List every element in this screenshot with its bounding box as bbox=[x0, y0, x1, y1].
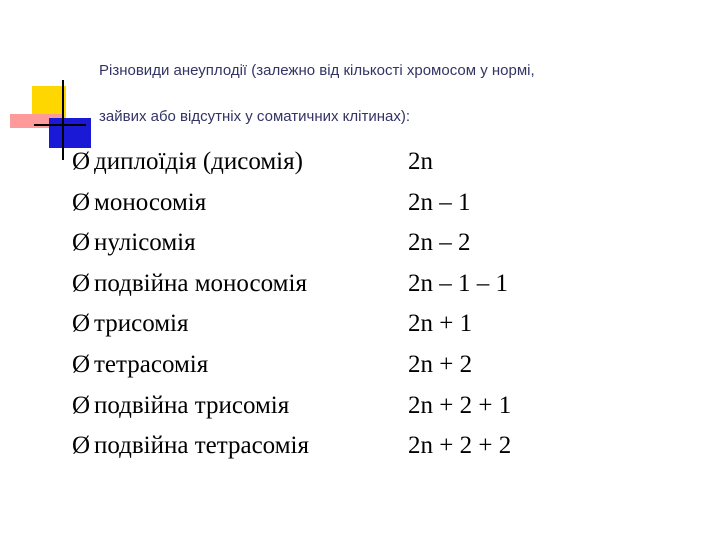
list-item-formula: 2n – 1 bbox=[408, 188, 471, 216]
list-item-formula: 2n + 2 + 1 bbox=[408, 391, 512, 419]
list-item bbox=[72, 388, 632, 429]
list-item-formula: 2n bbox=[408, 148, 433, 175]
list-item-formula: 2n – 2 bbox=[408, 229, 471, 257]
list-item bbox=[72, 266, 632, 307]
list-item-term: моносомія bbox=[94, 188, 207, 216]
list-item-formula: 2n + 2 + 2 bbox=[408, 432, 512, 460]
arrowhead-bullet-icon: Ø bbox=[72, 350, 91, 378]
slide-title bbox=[99, 48, 709, 140]
arrowhead-bullet-icon: Ø bbox=[72, 391, 91, 419]
list-item-term: трисомія bbox=[94, 310, 189, 338]
arrowhead-bullet-icon: Ø bbox=[72, 148, 91, 175]
list-item-formula: 2n + 1 bbox=[408, 310, 473, 338]
list-item-term: подвійна тетрасомія bbox=[94, 432, 309, 460]
list-item-term: тетрасомія bbox=[94, 350, 209, 378]
decor-vertical-line bbox=[62, 80, 64, 160]
list-item bbox=[72, 428, 632, 469]
title-line-1: Різновиди анеуплодії (залежно від кількості хромосом у нормі, bbox=[99, 62, 535, 79]
arrowhead-bullet-icon: Ø bbox=[72, 310, 91, 338]
list-item-term: диплоїдія (дисомія) bbox=[94, 148, 303, 175]
arrowhead-bullet-icon: Ø bbox=[72, 432, 91, 460]
title-line-2: зайвих або відсутніх у соматичних клітинах): bbox=[99, 108, 411, 125]
list-item-formula: 2n – 1 – 1 bbox=[408, 269, 508, 297]
list-item-term: нулісомія bbox=[94, 229, 196, 257]
list-item-formula: 2n + 2 bbox=[408, 350, 473, 378]
list-item-term: подвійна моносомія bbox=[94, 269, 307, 297]
list-item bbox=[72, 306, 632, 347]
list-item bbox=[72, 144, 632, 185]
list-item-term: подвійна трисомія bbox=[94, 391, 290, 419]
list-item bbox=[72, 185, 632, 226]
aneuploidy-list bbox=[72, 144, 632, 469]
list-item bbox=[72, 225, 632, 266]
decor-horizontal-line bbox=[34, 124, 86, 126]
arrowhead-bullet-icon: Ø bbox=[72, 188, 91, 216]
list-item bbox=[72, 347, 632, 388]
arrowhead-bullet-icon: Ø bbox=[72, 269, 91, 297]
arrowhead-bullet-icon: Ø bbox=[72, 229, 91, 257]
